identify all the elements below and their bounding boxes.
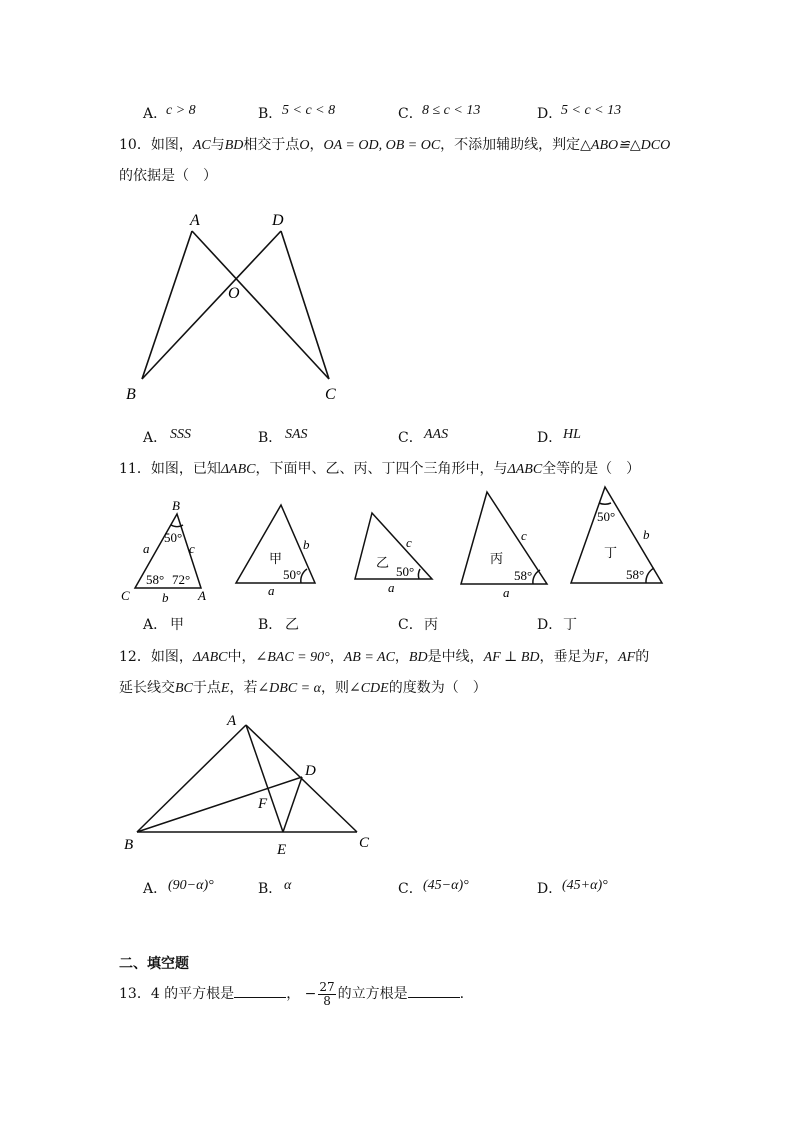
q10-text-7: ，	[309, 137, 324, 153]
section-title-fill-in: 二、填空题	[119, 956, 189, 972]
q11-option-b-text: 乙	[285, 617, 299, 633]
q12-text-6: AB = AC	[343, 650, 395, 665]
q10-label-c: C	[325, 386, 336, 403]
q11-t1-side-b: b	[303, 537, 310, 552]
q10-text-10: △ABO≌△DCO	[580, 138, 671, 153]
q11-t4-angle-right: 58°	[626, 567, 645, 582]
q11-t0-angle-c: 58°	[146, 572, 165, 587]
q12-text-12: F	[595, 650, 605, 665]
q9-option-d-label: D．	[537, 106, 563, 122]
q10-label-o: O	[228, 285, 240, 302]
q10-text-3: 与	[210, 137, 225, 153]
q12-label-c: C	[359, 835, 370, 851]
q12-label-f: F	[258, 796, 268, 812]
q12-seg-de	[283, 777, 302, 832]
q12-line2-5: ，若	[229, 680, 258, 696]
q11-text-3: ，下面甲、乙、丙、丁四个三角形中，与	[255, 461, 508, 477]
q12-line2-2: BC	[175, 681, 193, 696]
q12-line2-6: ∠DBC = α	[257, 681, 321, 696]
q11-t0-side-c: c	[189, 541, 195, 556]
q9-option-b-text: 5 < c < 8	[282, 103, 336, 118]
q12-option-c-text: (45−α)°	[423, 878, 469, 893]
q11-t4-name: 丁	[604, 545, 618, 560]
q9-option-a-label: A．	[143, 106, 168, 122]
q10-text-2: AC	[192, 138, 211, 153]
q12-number: 12．	[119, 649, 151, 665]
q12-line2-8: ∠CDE	[348, 681, 389, 696]
q12-option-a-label: A．	[143, 881, 168, 897]
q12-label-a: A	[227, 713, 237, 729]
q11-t4-angle-top: 50°	[597, 509, 616, 524]
q10-option-c-label: C．	[398, 430, 423, 446]
q10-option-d-text: HL	[563, 427, 581, 442]
q12-text-2: ΔABC	[192, 650, 228, 665]
q11-t0-label-c: C	[121, 588, 130, 603]
q12-text-9: 是中线，	[427, 649, 484, 665]
q11-option-a-text: 甲	[170, 617, 184, 633]
q10-text-9: ，不添加辅助线，判定	[440, 137, 581, 153]
q12-text-7: ，	[394, 649, 409, 665]
q13-text-3: 的立方根是	[337, 986, 408, 1002]
q12-option-c-label: C．	[398, 881, 423, 897]
q11-t2-side-a: a	[388, 580, 395, 595]
q13-blank-2[interactable]	[408, 985, 460, 998]
q11-option-a-label: A．	[143, 617, 168, 633]
q11-t0-angle-b: 50°	[164, 530, 183, 545]
q11-option-b-label: B．	[258, 617, 283, 633]
q11-option-c-label: C．	[398, 617, 423, 633]
q11-t4-side-b: b	[643, 527, 650, 542]
q12-text-1: 如图，	[150, 649, 193, 665]
q11-t0-label-b: B	[172, 498, 180, 513]
q12-line2-7: ，则	[320, 680, 349, 696]
q13-fraction	[318, 981, 335, 1008]
q9-option-b-label: B．	[258, 106, 283, 122]
q11-t1-angle: 50°	[283, 567, 302, 582]
q10-option-b-label: B．	[258, 430, 283, 446]
q11-t0-angle-a: 72°	[172, 572, 191, 587]
q11-t3-name: 丙	[490, 551, 504, 566]
q9-option-c-text: 8 ≤ c < 13	[422, 103, 481, 118]
q9-option-d-text: 5 < c < 13	[561, 103, 622, 118]
q9-option-a-text: c > 8	[166, 103, 196, 118]
q13-fraction-numerator: 27	[319, 979, 335, 994]
q11-t2-angle: 50°	[396, 564, 415, 579]
q11-t0-label-a: A	[198, 588, 206, 603]
q13-number: 13．	[119, 986, 151, 1002]
q12-option-d-text: (45+α)°	[562, 878, 608, 893]
q13-fraction-denominator: 8	[323, 993, 331, 1008]
q12-option-a-text: (90−α)°	[168, 878, 214, 893]
q12-text-8: BD	[408, 650, 428, 665]
q10-option-c-text: AAS	[424, 427, 449, 442]
q12-line2-1: 延长线交	[119, 680, 175, 696]
q11-text-2: ΔABC	[220, 462, 256, 477]
q11-text-1: 如图，已知	[150, 461, 221, 477]
q9-option-c-label: C．	[398, 106, 423, 122]
q12-option-b-text: α	[284, 878, 292, 893]
q10-text-8: OA = OD, OB = OC	[323, 138, 441, 153]
q10-stem-line2: 的依据是（ ）	[119, 168, 217, 184]
q11-t3-side-a: a	[503, 585, 510, 600]
q10-label-b: B	[126, 386, 136, 403]
q12-text-3: 中，	[227, 649, 256, 665]
q10-text-1: 如图，	[150, 137, 193, 153]
q12-text-14: AF	[618, 650, 636, 665]
q12-label-d: D	[305, 763, 316, 779]
q12-label-e: E	[277, 842, 287, 858]
q10-option-a-text: SSS	[170, 427, 191, 442]
q10-option-b-text: SAS	[285, 427, 308, 442]
q10-text-5: 相交于点	[243, 137, 300, 153]
q10-option-a-label: A．	[143, 430, 168, 446]
q11-t2-name: 乙	[376, 555, 390, 570]
q12-option-b-label: B．	[258, 881, 283, 897]
q12-text-13: ，	[604, 649, 619, 665]
q12-seg-ae	[246, 725, 283, 832]
q11-option-d-text: 丁	[563, 617, 577, 633]
q11-t3-angle: 58°	[514, 568, 533, 583]
q12-option-d-label: D．	[537, 881, 563, 897]
q11-t0-side-a: a	[143, 541, 150, 556]
q12-seg-bd	[137, 777, 302, 832]
q12-text-4: ∠BAC = 90°	[255, 650, 330, 665]
q10-number: 10．	[119, 137, 151, 153]
q11-option-d-label: D．	[537, 617, 563, 633]
q11-t0-side-b: b	[162, 590, 169, 605]
q12-text-10: AF ⊥ BD	[483, 650, 540, 665]
q11-t1-side-a: a	[268, 583, 275, 598]
q10-text-6: O	[299, 138, 310, 153]
q11-t3-side-c: c	[521, 528, 527, 543]
q13-blank-1[interactable]	[234, 985, 286, 998]
q12-label-b: B	[124, 837, 134, 853]
q13-text-4: .	[459, 986, 465, 1002]
q12-seg-ab	[137, 725, 246, 832]
q11-option-c-text: 丙	[424, 617, 438, 633]
q12-line2-3: 于点	[192, 680, 221, 696]
q12-line2-4: E	[220, 681, 230, 696]
q13-stem	[119, 980, 464, 1008]
q10-label-d: D	[272, 212, 284, 229]
q11-t1-name: 甲	[269, 551, 283, 566]
q11-number: 11．	[119, 461, 151, 477]
q12-text-5: ，	[329, 649, 344, 665]
q10-text-4: BD	[224, 138, 244, 153]
q12-text-11: ，垂足为	[539, 649, 596, 665]
q12-line2-9: 的度数为（ ）	[388, 680, 487, 696]
q13-minus: −	[304, 986, 317, 1002]
q13-text-1: 4 的平方根是	[150, 986, 235, 1002]
q12-text-15: 的	[635, 649, 650, 665]
q11-text-4: ΔABC	[507, 462, 543, 477]
q10-option-d-label: D．	[537, 430, 563, 446]
q11-t2-side-c: c	[406, 535, 412, 550]
q10-label-a: A	[190, 212, 200, 229]
q13-text-2: ，	[286, 986, 301, 1002]
q11-text-5: 全等的是（ ）	[542, 461, 641, 477]
